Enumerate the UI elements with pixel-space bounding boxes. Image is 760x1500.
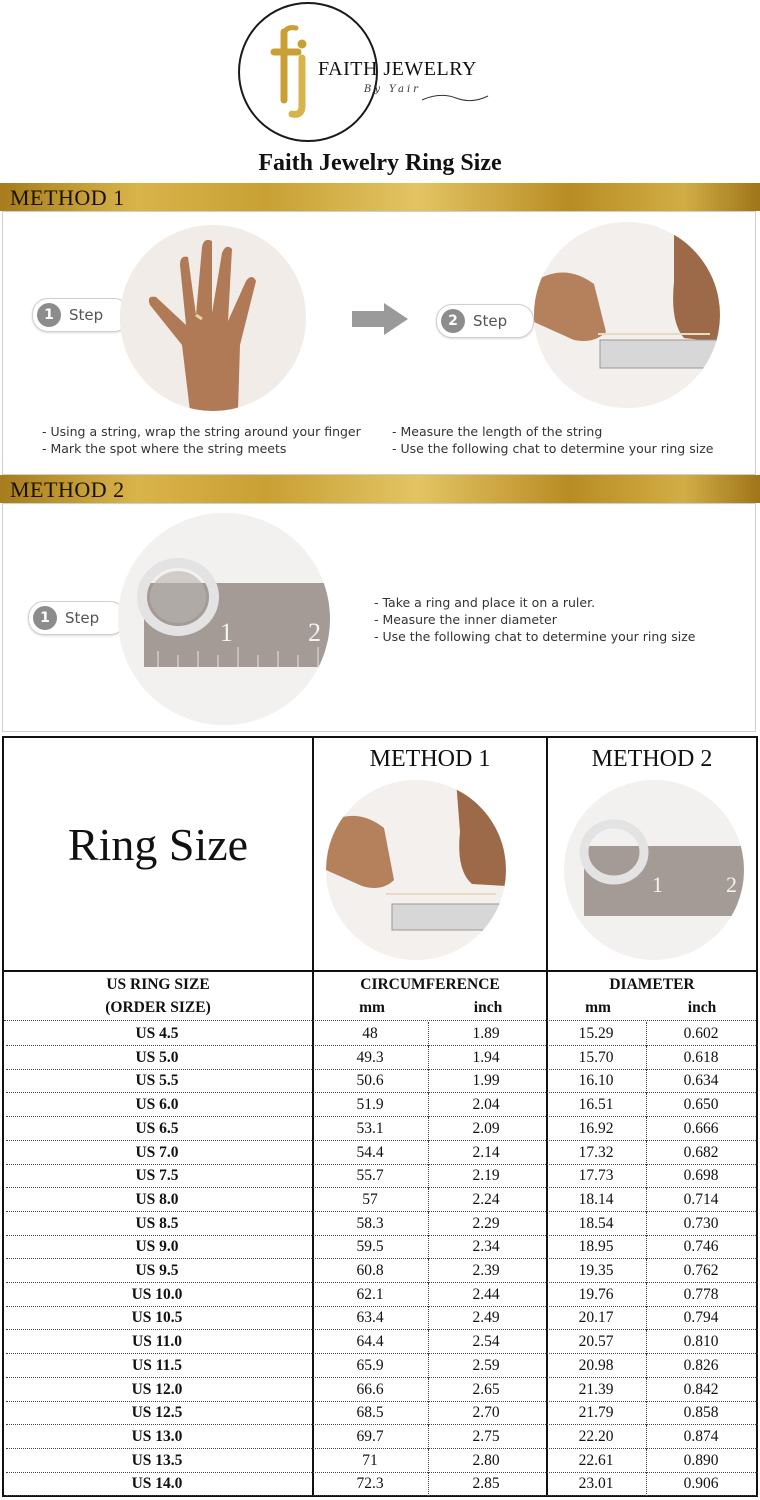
- circumference-inch-cell: 1.94: [472, 1048, 500, 1066]
- circumference-inch-cell: 2.44: [472, 1285, 500, 1303]
- diameter-mm-cell: 18.14: [578, 1190, 614, 1208]
- cell-dotted-divider: [428, 1283, 429, 1307]
- circumference-inch-cell: 2.34: [472, 1238, 500, 1256]
- ring-on-ruler-photo: [118, 513, 330, 725]
- cell-dotted-divider: [428, 1306, 429, 1330]
- table-row: [6, 1283, 758, 1307]
- diameter-inch-header: inch: [687, 999, 717, 1016]
- cell-dotted-divider: [428, 1354, 429, 1378]
- method2-instructions: [374, 594, 695, 645]
- circumference-inch-cell: 2.54: [472, 1333, 500, 1351]
- method2-thumbnail-photo: [564, 780, 744, 960]
- diameter-inch-cell: 0.698: [683, 1167, 719, 1185]
- cell-dotted-divider: [646, 1330, 647, 1354]
- step-number: 1: [33, 606, 57, 630]
- method1-column-title: METHOD 1: [369, 746, 491, 772]
- cell-dotted-divider: [428, 1046, 429, 1070]
- cell-dotted-divider: [646, 1235, 647, 1259]
- diameter-mm-cell: 22.20: [578, 1427, 614, 1445]
- diameter-inch-cell: 0.618: [683, 1048, 719, 1066]
- table-row: [6, 1022, 758, 1046]
- circumference-mm-cell: 72.3: [356, 1475, 384, 1493]
- cell-dotted-divider: [428, 1069, 429, 1093]
- diameter-mm-header: mm: [585, 999, 611, 1016]
- table-row: [6, 1378, 758, 1402]
- diameter-mm-cell: 21.39: [578, 1380, 614, 1398]
- circumference-inch-cell: 2.75: [472, 1427, 500, 1445]
- cell-dotted-divider: [428, 1472, 429, 1496]
- diameter-mm-cell: 21.79: [578, 1404, 614, 1422]
- diameter-mm-cell: 16.10: [578, 1072, 614, 1090]
- method2-column-title: METHOD 2: [591, 746, 713, 772]
- diameter-inch-cell: 0.842: [683, 1380, 719, 1398]
- table-row: [6, 1354, 758, 1378]
- us-size-cell: US 7.0: [135, 1143, 179, 1161]
- us-size-cell: US 8.0: [135, 1190, 179, 1208]
- instruction-line: - Use the following chat to determine your ring size: [392, 441, 714, 456]
- page-title: Faith Jewelry Ring Size: [258, 150, 502, 176]
- cell-dotted-divider: [428, 1330, 429, 1354]
- circumference-inch-header: inch: [473, 999, 503, 1016]
- brand-monogram-logo: [262, 22, 322, 122]
- us-size-cell: US 12.5: [131, 1404, 183, 1422]
- step-label: Step: [65, 609, 100, 627]
- method1-left-instructions: [42, 423, 361, 457]
- us-size-cell: US 4.5: [135, 1025, 179, 1042]
- measure-string-photo: [534, 222, 720, 408]
- cell-dotted-divider: [646, 1401, 647, 1425]
- diameter-header: DIAMETER: [609, 976, 695, 993]
- circumference-mm-cell: 65.9: [356, 1356, 384, 1374]
- circumference-inch-cell: 2.80: [472, 1451, 500, 1469]
- circumference-mm-cell: 53.1: [356, 1119, 384, 1137]
- table-row: [6, 1046, 758, 1070]
- circumference-mm-cell: 54.4: [356, 1143, 384, 1161]
- diameter-mm-cell: 15.29: [578, 1025, 614, 1042]
- cell-dotted-divider: [428, 1141, 429, 1165]
- circumference-mm-cell: 51.9: [356, 1096, 384, 1114]
- us-size-cell: US 7.5: [135, 1167, 179, 1185]
- us-size-cell: US 8.5: [135, 1214, 179, 1232]
- circumference-inch-cell: 2.70: [472, 1404, 500, 1422]
- us-size-cell: US 6.5: [135, 1119, 179, 1137]
- instruction-line: - Mark the spot where the string meets: [42, 441, 287, 456]
- circumference-inch-cell: 2.85: [472, 1475, 500, 1493]
- cell-dotted-divider: [428, 1188, 429, 1212]
- circumference-inch-cell: 2.39: [472, 1262, 500, 1279]
- us-size-cell: US 11.5: [132, 1356, 182, 1374]
- diameter-mm-cell: 22.61: [578, 1451, 614, 1469]
- table-row: [6, 1330, 758, 1354]
- circumference-inch-cell: 2.24: [472, 1190, 500, 1208]
- circumference-inch-cell: 1.99: [472, 1072, 500, 1090]
- diameter-inch-cell: 0.826: [683, 1356, 719, 1374]
- cell-dotted-divider: [428, 1378, 429, 1402]
- ruler-number: 2: [726, 872, 737, 897]
- size-header-line1: US RING SIZE: [106, 976, 210, 993]
- instruction-line: - Take a ring and place it on a ruler.: [374, 595, 596, 610]
- cell-dotted-divider: [646, 1117, 647, 1141]
- circumference-inch-cell: 2.59: [472, 1356, 500, 1374]
- cell-dotted-divider: [428, 1401, 429, 1425]
- method1-banner: [0, 183, 760, 211]
- brand-name: FAITH JEWELRY: [318, 58, 477, 80]
- diameter-mm-cell: 19.76: [578, 1285, 614, 1303]
- ruler-number: 2: [308, 618, 321, 647]
- diameter-mm-cell: 17.32: [578, 1143, 614, 1161]
- instruction-line: - Measure the length of the string: [392, 424, 603, 439]
- us-size-cell: US 13.0: [131, 1427, 183, 1445]
- diameter-inch-cell: 0.794: [683, 1309, 719, 1327]
- diameter-mm-cell: 16.51: [578, 1096, 614, 1114]
- us-size-cell: US 10.5: [131, 1309, 183, 1327]
- diameter-inch-cell: 0.650: [683, 1096, 719, 1114]
- diameter-mm-cell: 18.54: [578, 1214, 614, 1232]
- method1-step1-badge: [32, 298, 130, 332]
- circumference-mm-cell: 50.6: [356, 1072, 384, 1090]
- step-number: 1: [37, 303, 61, 327]
- cell-dotted-divider: [646, 1164, 647, 1188]
- table-row: [6, 1401, 758, 1425]
- size-header-line2: (ORDER SIZE): [105, 999, 211, 1016]
- circumference-inch-cell: 1.89: [472, 1025, 500, 1042]
- circumference-mm-cell: 58.3: [356, 1214, 384, 1232]
- table-row: [6, 1212, 758, 1236]
- us-size-cell: US 11.0: [132, 1333, 182, 1351]
- diameter-inch-cell: 0.666: [683, 1119, 719, 1137]
- instruction-line: - Use the following chat to determine your ring size: [374, 629, 696, 644]
- cell-dotted-divider: [646, 1046, 647, 1070]
- circumference-inch-cell: 2.04: [472, 1096, 500, 1114]
- cell-dotted-divider: [646, 1449, 647, 1473]
- instruction-line: - Measure the inner diameter: [374, 612, 557, 627]
- circumference-inch-cell: 2.19: [472, 1167, 500, 1185]
- arrow-right-icon: [352, 303, 408, 335]
- circumference-mm-cell: 66.6: [356, 1380, 384, 1398]
- step-number: 2: [441, 309, 465, 333]
- circumference-mm-cell: 57: [362, 1190, 378, 1208]
- circumference-mm-cell: 64.4: [356, 1333, 384, 1351]
- method2-step1-badge: [28, 601, 126, 635]
- cell-dotted-divider: [646, 1283, 647, 1307]
- circumference-mm-cell: 68.5: [356, 1404, 384, 1422]
- diameter-inch-cell: 0.762: [683, 1262, 719, 1279]
- circumference-inch-cell: 2.14: [472, 1143, 500, 1161]
- us-size-cell: US 14.0: [131, 1475, 183, 1493]
- brand-tagline: By Yair: [364, 84, 421, 95]
- cell-dotted-divider: [646, 1378, 647, 1402]
- ruler-number: 1: [220, 618, 233, 647]
- cell-dotted-divider: [646, 1141, 647, 1165]
- method1-heading: METHOD 1: [10, 185, 125, 210]
- cell-dotted-divider: [428, 1093, 429, 1117]
- diameter-mm-cell: 17.73: [578, 1167, 614, 1185]
- circumference-mm-header: mm: [359, 999, 385, 1016]
- ring-size-label: Ring Size: [67, 819, 249, 870]
- diameter-inch-cell: 0.730: [683, 1214, 719, 1232]
- us-size-cell: US 5.5: [135, 1072, 179, 1090]
- diameter-mm-cell: 23.01: [578, 1475, 614, 1493]
- us-size-cell: US 13.5: [131, 1451, 183, 1469]
- method1-thumbnail-photo: [326, 780, 506, 960]
- us-size-cell: US 12.0: [131, 1380, 183, 1398]
- diameter-inch-cell: 0.778: [683, 1285, 719, 1303]
- cell-dotted-divider: [646, 1212, 647, 1236]
- circumference-mm-cell: 60.8: [356, 1262, 384, 1279]
- cell-dotted-divider: [646, 1188, 647, 1212]
- hand-wrap-string-photo: [120, 225, 306, 411]
- circumference-mm-cell: 55.7: [356, 1167, 384, 1185]
- diameter-inch-cell: 0.874: [683, 1427, 719, 1445]
- instruction-line: - Using a string, wrap the string around your finger: [42, 424, 361, 439]
- cell-dotted-divider: [428, 1022, 429, 1046]
- circumference-inch-cell: 2.09: [472, 1119, 500, 1137]
- circumference-inch-cell: 2.49: [472, 1309, 500, 1327]
- diameter-inch-cell: 0.634: [683, 1072, 719, 1090]
- cell-dotted-divider: [428, 1164, 429, 1188]
- table-row: [6, 1164, 758, 1188]
- table-row: [6, 1117, 758, 1141]
- table-row: [6, 1235, 758, 1259]
- table-row: [6, 1259, 758, 1283]
- circumference-inch-cell: 2.65: [472, 1380, 500, 1398]
- ring-size-table: [2, 736, 758, 1497]
- us-size-cell: US 9.5: [135, 1262, 179, 1279]
- ruler-number: 1: [652, 872, 663, 897]
- cell-dotted-divider: [646, 1259, 647, 1283]
- circumference-mm-cell: 48: [362, 1025, 378, 1042]
- cell-dotted-divider: [646, 1354, 647, 1378]
- table-row: [6, 1425, 758, 1449]
- diameter-inch-cell: 0.714: [683, 1190, 719, 1208]
- method1-step2-badge: [436, 304, 534, 338]
- cell-dotted-divider: [428, 1235, 429, 1259]
- cell-dotted-divider: [646, 1425, 647, 1449]
- diameter-inch-cell: 0.906: [683, 1475, 719, 1493]
- table-row: [6, 1069, 758, 1093]
- diameter-inch-cell: 0.746: [683, 1238, 719, 1256]
- us-size-cell: US 5.0: [135, 1048, 179, 1066]
- circumference-mm-cell: 69.7: [356, 1427, 384, 1445]
- diameter-inch-cell: 0.682: [683, 1143, 719, 1161]
- step-label: Step: [473, 312, 508, 330]
- cell-dotted-divider: [646, 1022, 647, 1046]
- diameter-inch-cell: 0.602: [683, 1025, 719, 1042]
- diameter-mm-cell: 20.98: [578, 1356, 614, 1374]
- signature-flourish: [420, 90, 490, 106]
- us-size-cell: US 10.0: [131, 1285, 183, 1303]
- cell-dotted-divider: [646, 1306, 647, 1330]
- diameter-mm-cell: 19.35: [578, 1262, 614, 1279]
- diameter-mm-cell: 15.70: [578, 1048, 614, 1066]
- circumference-mm-cell: 63.4: [356, 1309, 384, 1327]
- method1-right-instructions: [392, 423, 713, 457]
- table-row: [6, 1093, 758, 1117]
- cell-dotted-divider: [646, 1069, 647, 1093]
- diameter-mm-cell: 20.57: [578, 1333, 614, 1351]
- diameter-mm-cell: 20.17: [578, 1309, 614, 1327]
- diameter-mm-cell: 16.92: [578, 1119, 614, 1137]
- diameter-inch-cell: 0.858: [683, 1404, 719, 1422]
- header-dotted-rule: [4, 1020, 756, 1021]
- diameter-mm-cell: 18.95: [578, 1238, 614, 1256]
- circumference-mm-cell: 62.1: [356, 1285, 384, 1303]
- cell-dotted-divider: [428, 1117, 429, 1141]
- circumference-mm-cell: 59.5: [356, 1238, 384, 1256]
- table-row: [6, 1306, 758, 1330]
- circumference-inch-cell: 2.29: [472, 1214, 500, 1232]
- cell-dotted-divider: [428, 1259, 429, 1283]
- cell-dotted-divider: [428, 1449, 429, 1473]
- method2-heading: METHOD 2: [10, 477, 125, 502]
- circumference-mm-cell: 71: [362, 1451, 378, 1469]
- diameter-inch-cell: 0.810: [683, 1333, 719, 1351]
- table-row: [6, 1141, 758, 1165]
- us-size-cell: US 6.0: [135, 1096, 179, 1114]
- diameter-inch-cell: 0.890: [683, 1451, 719, 1469]
- us-size-cell: US 9.0: [135, 1238, 179, 1256]
- cell-dotted-divider: [646, 1472, 647, 1496]
- header-divider: [4, 970, 756, 972]
- table-row: [6, 1188, 758, 1212]
- table-row: [6, 1449, 758, 1473]
- circumference-header: CIRCUMFERENCE: [360, 976, 500, 993]
- table-row: [6, 1472, 758, 1496]
- cell-dotted-divider: [646, 1093, 647, 1117]
- cell-dotted-divider: [428, 1425, 429, 1449]
- cell-dotted-divider: [428, 1212, 429, 1236]
- method2-banner: [0, 475, 760, 503]
- circumference-mm-cell: 49.3: [356, 1048, 384, 1066]
- step-label: Step: [69, 306, 104, 324]
